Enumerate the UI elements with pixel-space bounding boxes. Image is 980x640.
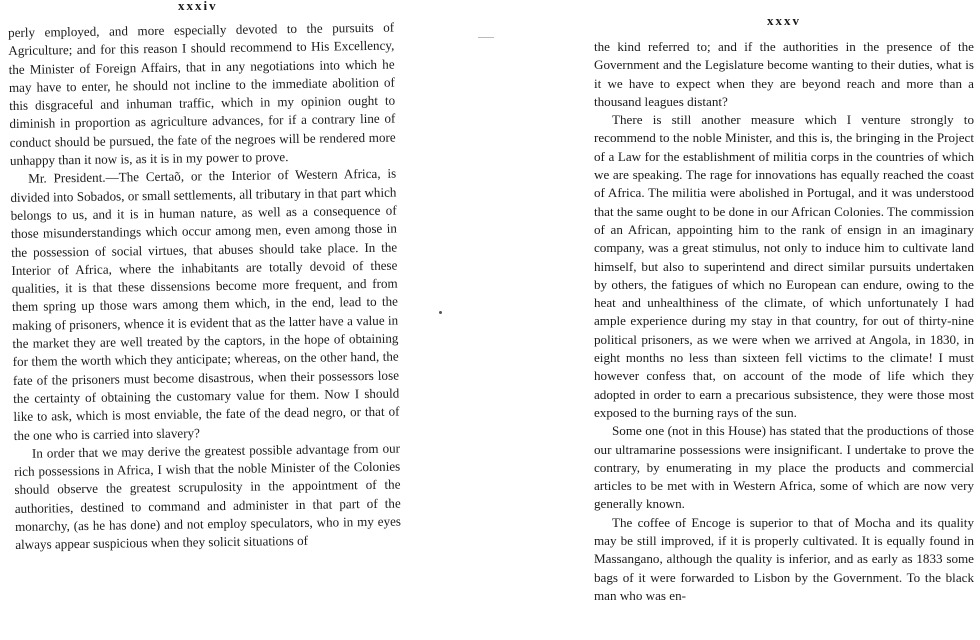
scan-speck [439, 311, 442, 314]
scan-mark [478, 37, 494, 38]
paragraph: the kind referred to; and if the authorities in the presence of the Government and the Legislature become wanting to their duties, what is it we have to expect when they are beyond reach and more than a thousand leagues distant? [594, 39, 974, 109]
paragraph: perly employed, and more especially devoted to the pursuits of Agriculture; and for this reason I should recommend to His Excellency, the Minister of Foreign Affairs, that in any negotiations into which he may have to enter, he should not incline to the immediate abolition of this disgraceful and inhuman traffic, which in my opinion ought to diminish in proportion as agriculture advances, for if a contrary line of conduct should be pursued, the fate of the negroes will be rendered more unhappy than it now is, as it is in my power to prove. [8, 19, 396, 169]
left-page [0, 0, 420, 640]
page-number: xxxiv [178, 0, 218, 13]
paragraph: The coffee of Encoge is superior to that of Mocha and its quality may be still improved, if it is properly cultivated. It is equally found in Massangano, although the quality is inferior, and as early as 1833 some bags of it were forwarded to Lisbon by the Government. To the black man who was en- [594, 514, 974, 603]
page-body [594, 38, 974, 605]
page-body [8, 19, 401, 555]
page-number: xxxv [767, 13, 801, 28]
paragraph: In order that we may derive the greatest possible advantage from our rich possessions in Africa, I wish that the noble Minister of the Colonies should observe the greatest scrupulosity in the appointment of the authorities, destined to command and administer in that part of the monarchy, (as he has done) and not employ speculators, who in my eyes always appear suspicious when they solicit situations of [14, 440, 402, 553]
right-page [585, 0, 980, 640]
paragraph: Some one (not in this House) has stated that the productions of those our ultramarine possessions were insignificant. I undertake to prove the contrary, by enumerating in my place the products and commercial articles to be met with in Western Africa, some of which are now very generally known. [594, 423, 974, 512]
paragraph: Mr. President.—The Certaõ, or the Interior of Western Africa, is divided into Sobados, or small settlements, all tributary in that part which belongs to us, and it is in human nature, as well as a consequence of those misunderstandings which occur among men, even among those in the possession of social virtues, that abuses should take place. In the Interior of Africa, where the inhabitants are totally devoid of these qualities, it is that these dissensions become more frequent, and from them spring up those wars among them which, in the end, lead to the making of prisoners, whence it is evident that as the latter have a value in the market they are well treated by the captors, in the hope of obtaining for them the worth which they anticipate; whereas, on the other hand, the fate of the prisoners must become disastrous, when their possessors lose the certainty of obtaining the customary value for them. Now I should like to ask, which is most enviable, the fate of the dead negro, or that of the one who is carried into slavery? [10, 165, 400, 443]
paragraph: There is still another measure which I venture strongly to recommend to the noble Minister, and this is, the bringing in the Project of a Law for the establishment of militia corps in the countries of which we are speaking. The rage for innovations has equally reached the coast of Africa. The militia were abolished in Portugal, and it was understood that the same ought to be done in our African Colonies. The commission of an African, appointing him to the rank of ensign in an imaginary company, was a great stimulus, not only to induce him to cultivate land himself, but also to superintend and direct similar pursuits undertaken by others, the fatigues of which no European can endure, owing to the heat and unhealthiness of the climate, of which unfortunately I had ample experience during my stay in that country, for out of thirty-nine political prisoners, as we were when we arrived at Angola, in 1830, in eight months no less than sixteen fell victims to the climate! I must however confess that, on account of the mode of life which they adopted in order to earn a precarious subsistence, they were those most exposed to the burning rays of the sun. [594, 112, 974, 420]
